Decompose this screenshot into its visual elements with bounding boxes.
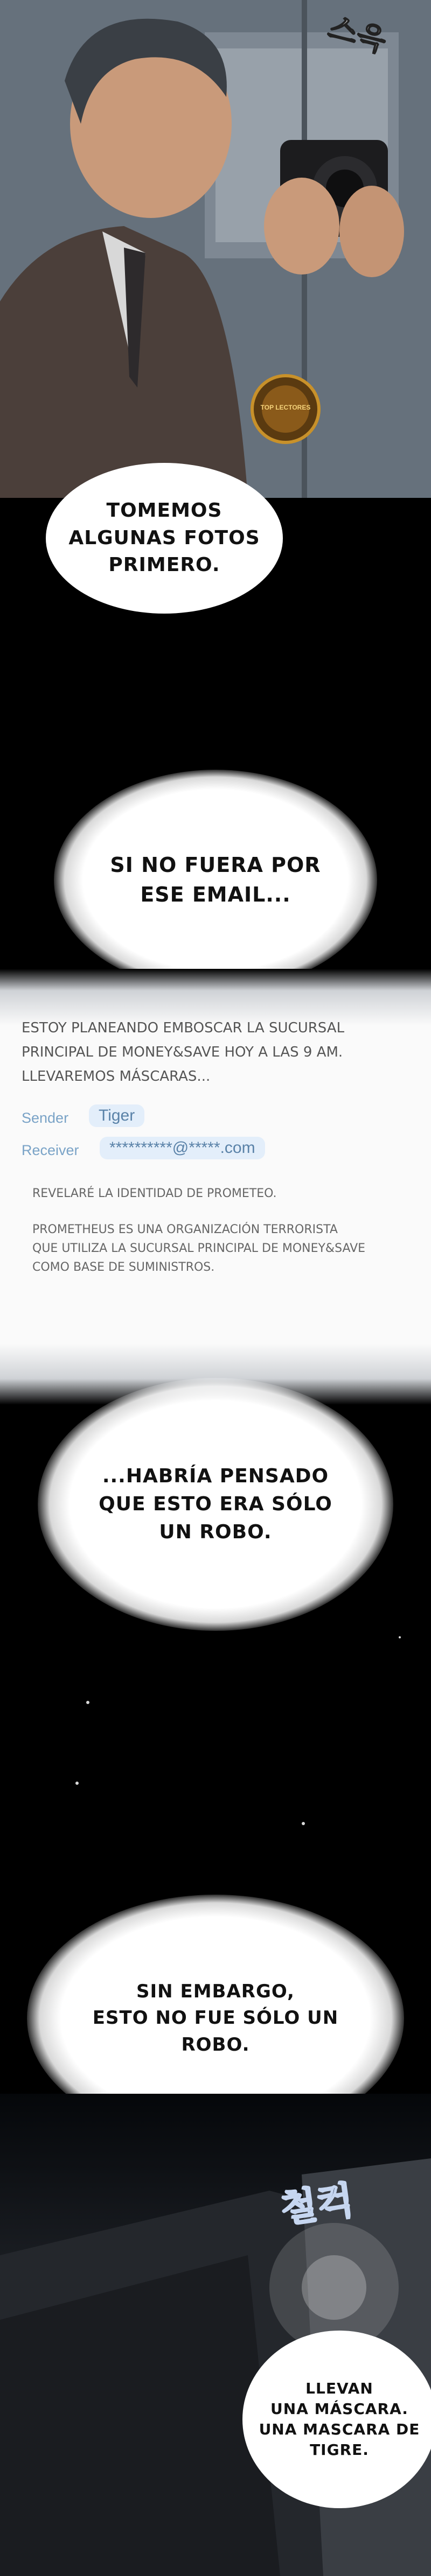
thought-burst-robbery-text: ...HABRÍA PENSADO QUE ESTO ERA SÓLO UN ROBO. [99, 1465, 332, 1544]
sparkle-dot [399, 1636, 401, 1638]
sfx-swipe: 스윽 [324, 10, 390, 59]
thought-burst-email [54, 770, 377, 990]
email-note-line-3: COMO BASE DE SUMINISTROS. [32, 1261, 215, 1274]
receiver-value: **********@*****.com [100, 1137, 265, 1159]
camera-panel [0, 0, 431, 498]
thought-burst-not-robbery-text: SIN EMBARGO, ESTO NO FUE SÓLO UN ROBO. [92, 1981, 339, 2056]
email-note-line-2: QUE UTILIZA LA SUCURSAL PRINCIPAL DE MONEY&SAVE [32, 1242, 366, 1255]
speech-bubble-photos [46, 463, 283, 614]
email-note-line-1: PROMETHEUS ES UNA ORGANIZACIÓN TERRORISTA [32, 1223, 338, 1236]
camera-panel-art [0, 0, 431, 498]
speech-bubble-photos-text: TOMEMOS ALGUNAS FOTOS PRIMERO. [68, 499, 260, 576]
sfx-click: 철컥 [277, 2177, 357, 2232]
sparkle-dot [75, 1782, 79, 1785]
speech-bubble-tiger-mask-text: LLEVAN UNA MÁSCARA. UNA MASCARA DE TIGRE. [259, 2380, 420, 2459]
receiver-label: Receiver [22, 1142, 79, 1158]
sender-value: Tiger [89, 1104, 144, 1127]
sparkle-dot [302, 1822, 305, 1825]
watermark-logo-text: TOP LECTORES [260, 404, 311, 411]
thought-burst-robbery [38, 1378, 393, 1631]
sparkle-dot [86, 1701, 89, 1704]
speech-bubble-tiger-mask [242, 2331, 431, 2508]
email-body-line-1: ESTOY PLANEANDO EMBOSCAR LA SUCURSAL [22, 1020, 345, 1036]
email-note-identity: REVELARÉ LA IDENTIDAD DE PROMETEO. [32, 1187, 277, 1200]
email-screen [0, 969, 431, 1405]
sender-label: Sender [22, 1110, 69, 1126]
email-body-line-2: PRINCIPAL DE MONEY&SAVE HOY A LAS 9 AM. [22, 1044, 343, 1060]
thought-burst-email-text: SI NO FUERA POR ESE EMAIL... [110, 853, 321, 906]
email-body-line-3: LLEVAREMOS MÁSCARAS... [22, 1068, 211, 1085]
